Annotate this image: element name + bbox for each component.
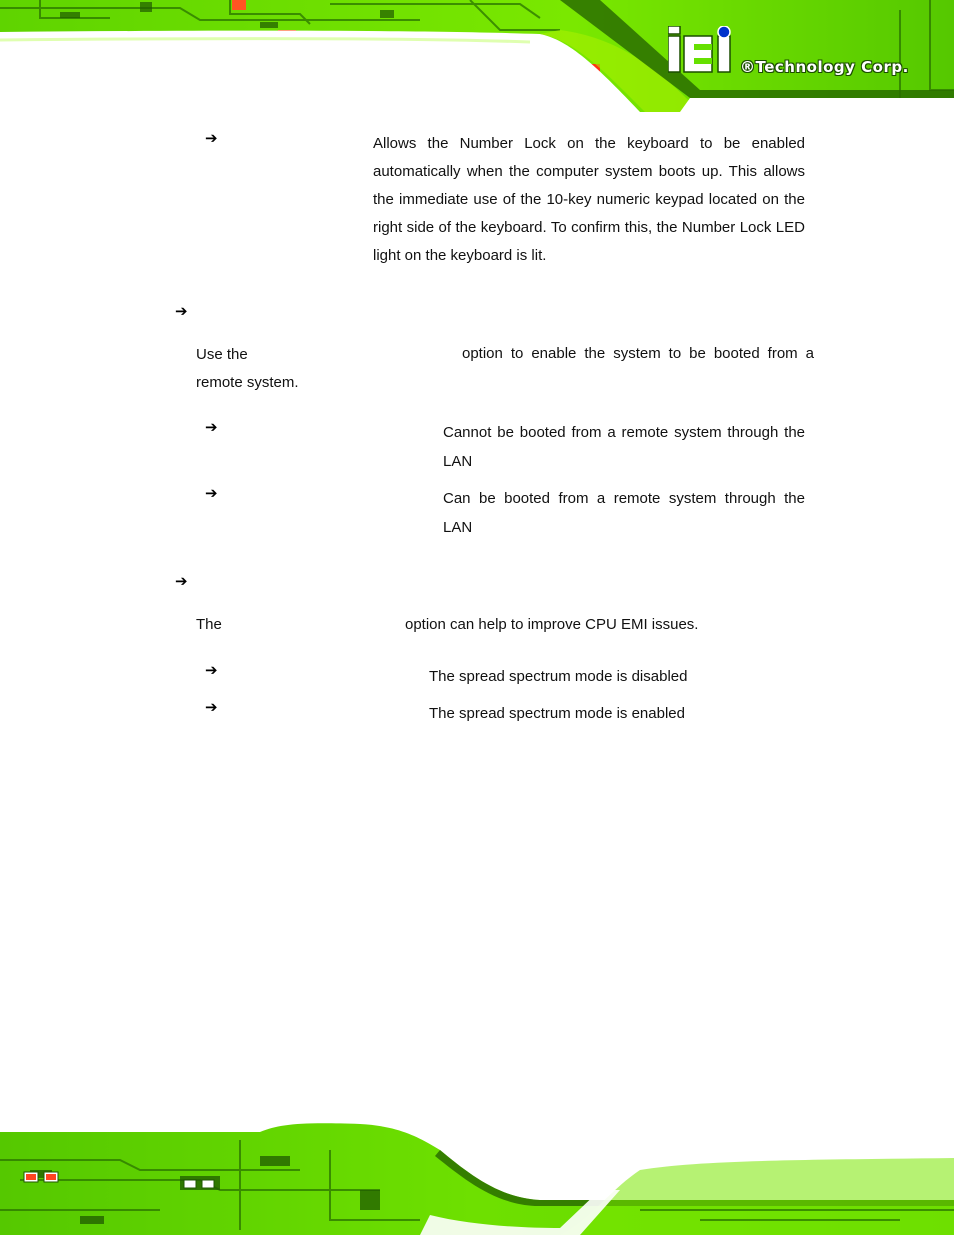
bullet-arrow-icon: ➔	[205, 698, 218, 716]
spread-enabled-description: The spread spectrum mode is enabled	[429, 705, 685, 722]
company-name-text: ®Technology Corp.	[740, 58, 909, 76]
lan-boot-intro-use: Use the	[196, 346, 248, 363]
circuit-board-footer-graphic	[0, 1120, 954, 1235]
bullet-arrow-icon: ➔	[205, 661, 218, 679]
iei-logo-mark-icon	[668, 26, 748, 76]
spread-intro-rest: option can help to improve CPU EMI issues.	[405, 616, 699, 633]
numlock-on-description: Allows the Number Lock on the keyboard to be enabled automatically when the computer system boots up. This allows the immediate use of the 10-key numeric keypad located on the right side of the keyboard. To confirm this, the Number Lock LED light on the keyboard is lit.	[373, 135, 805, 264]
lan-boot-intro-line2: remote system.	[196, 374, 299, 391]
lan-boot-disabled-line1: Cannot be booted from a remote system through the	[443, 424, 805, 441]
bullet-arrow-icon: ➔	[205, 129, 218, 147]
iei-logo	[668, 26, 928, 86]
section-arrow-icon: ➔	[175, 572, 188, 590]
bullet-arrow-icon: ➔	[205, 484, 218, 502]
lan-boot-disabled-line2: LAN	[443, 453, 473, 470]
spread-intro-the: The	[196, 616, 222, 633]
bullet-arrow-icon: ➔	[205, 418, 218, 436]
page-footer-banner	[0, 1120, 954, 1235]
lan-boot-intro-rest: option to enable the system to be booted from a	[462, 345, 814, 362]
lan-boot-enabled-line2: LAN	[443, 519, 473, 536]
page-header-banner	[0, 0, 954, 112]
section-arrow-icon: ➔	[175, 302, 188, 320]
spread-disabled-description: The spread spectrum mode is disabled	[429, 668, 688, 685]
lan-boot-enabled-line1: Can be booted from a remote system through the	[443, 490, 805, 507]
